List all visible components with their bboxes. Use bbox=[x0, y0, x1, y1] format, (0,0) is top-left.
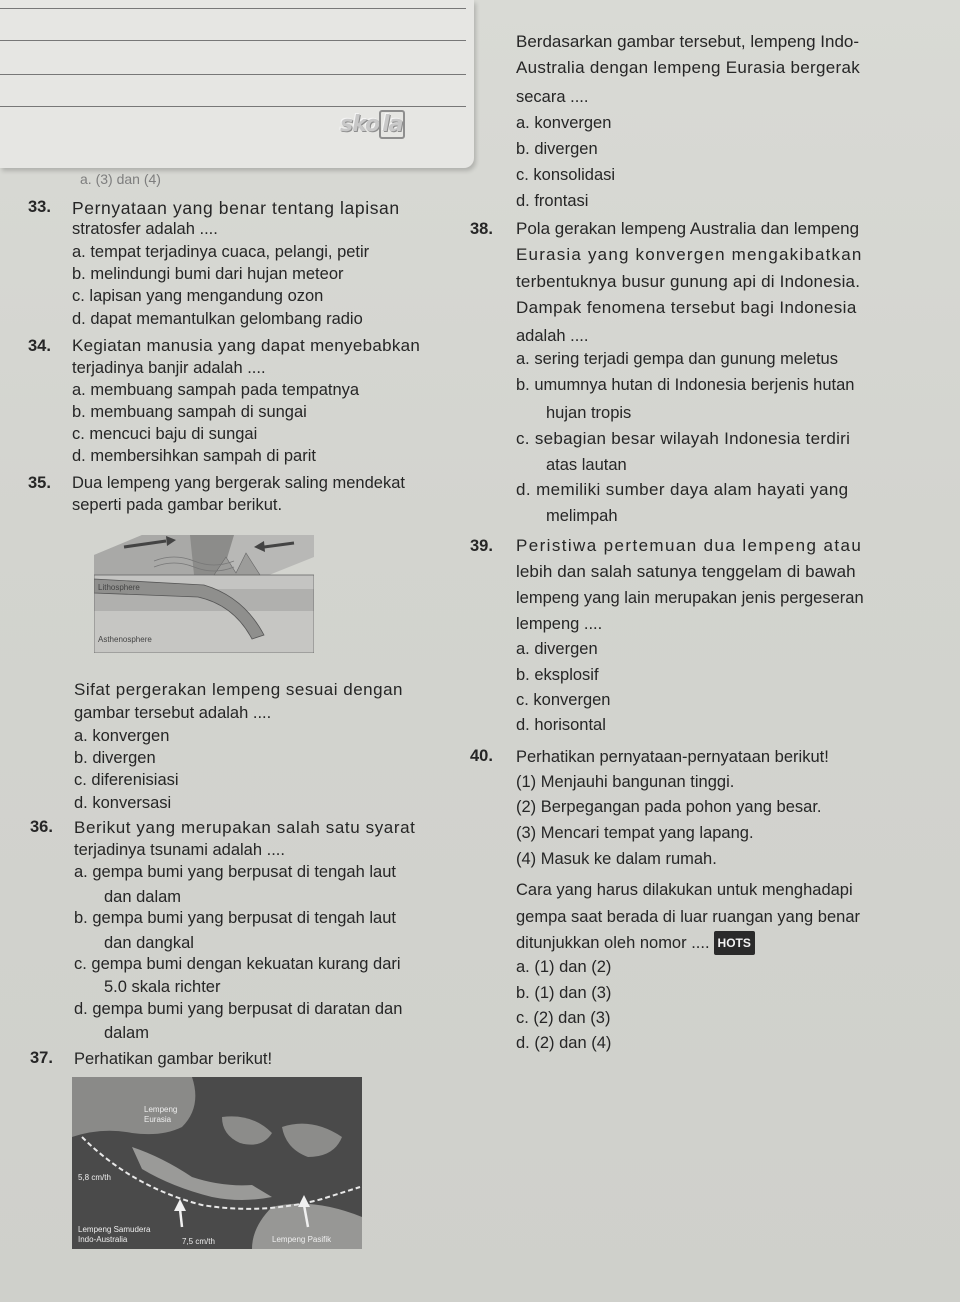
map-label-indo-australia: Lempeng Samudera Indo-Australia bbox=[78, 1225, 151, 1244]
q38-number: 38. bbox=[470, 220, 493, 238]
q39-stem-line3: lempeng yang lain merupakan jenis pergeseran bbox=[516, 589, 864, 607]
q39-number: 39. bbox=[470, 537, 493, 555]
faint-fragment: a. (3) dan (4) bbox=[80, 171, 161, 187]
q36-number: 36. bbox=[30, 818, 53, 836]
q33-option-a: a. tempat terjadinya cuaca, pelangi, petir bbox=[72, 243, 370, 261]
q38-option-a: a. sering terjadi gempa dan gunung meletus bbox=[516, 350, 838, 368]
q38-stem-line1: Pola gerakan lempeng Australia dan lempeng bbox=[516, 219, 860, 238]
q33-option-d: d. dapat memantulkan gelombang radio bbox=[72, 310, 363, 328]
hots-badge: HOTS bbox=[714, 931, 755, 955]
q40-number: 40. bbox=[470, 747, 493, 765]
q35-number: 35. bbox=[28, 474, 51, 492]
q36-option-b-line1: b. gempa bumi yang berpusat di tengah laut bbox=[74, 909, 396, 927]
q38-option-c-line2: atas lautan bbox=[546, 456, 627, 474]
q39-option-d: d. horisontal bbox=[516, 716, 606, 734]
q33-stem-line1: Pernyataan yang benar tentang lapisan bbox=[72, 198, 400, 218]
q35-option-b: b. divergen bbox=[74, 749, 156, 767]
q35-stem-line2: seperti pada gambar berikut. bbox=[72, 496, 283, 514]
q35-after-line1: Sifat pergerakan lempeng sesuai dengan bbox=[74, 680, 403, 699]
q38-option-c-line1: c. sebagian besar wilayah Indonesia terdiri bbox=[516, 429, 851, 448]
q40-statement-1: (1) Menjauhi bangunan tinggi. bbox=[516, 773, 735, 791]
q34-option-b: b. membuang sampah di sungai bbox=[72, 403, 307, 421]
q36-option-b-line2: dan dangkal bbox=[104, 934, 194, 952]
q36-option-d-line1: d. gempa bumi yang berpusat di daratan dan bbox=[74, 1000, 403, 1018]
q37-cont-line1: Berdasarkan gambar tersebut, lempeng Indo- bbox=[516, 32, 860, 51]
q40-question-line1: Cara yang harus dilakukan untuk menghadapi bbox=[516, 881, 853, 899]
q36-option-a-line2: dan dalam bbox=[104, 888, 182, 906]
q35-option-c: c. diferenisiasi bbox=[74, 771, 179, 789]
q37-option-c: c. konsolidasi bbox=[516, 166, 616, 184]
q33-number: 33. bbox=[28, 198, 51, 216]
q40-option-c: c. (2) dan (3) bbox=[516, 1009, 611, 1027]
q34-option-a: a. membuang sampah pada tempatnya bbox=[72, 381, 360, 399]
q36-option-d-line2: dalam bbox=[104, 1024, 149, 1042]
skola-logo: sko la bbox=[340, 112, 405, 137]
q38-stem-line3: terbentuknya busur gunung api di Indonesia. bbox=[516, 272, 861, 291]
q40-stem-line1: Perhatikan pernyataan-pernyataan berikut! bbox=[516, 748, 829, 766]
q36-stem-line1: Berikut yang merupakan salah satu syarat bbox=[74, 818, 416, 837]
q40-option-b: b. (1) dan (3) bbox=[516, 984, 612, 1002]
q34-stem-line2: terjadinya banjir adalah .... bbox=[72, 359, 266, 377]
q39-option-c: c. konvergen bbox=[516, 691, 611, 709]
q37-option-a: a. konvergen bbox=[516, 114, 612, 132]
q37-cont-line2: Australia dengan lempeng Eurasia bergerak bbox=[516, 58, 861, 77]
q37-option-d: d. frontasi bbox=[516, 192, 589, 210]
q40-statement-3: (3) Mencari tempat yang lapang. bbox=[516, 824, 754, 842]
q36-option-c-line2: 5.0 skala richter bbox=[104, 978, 221, 996]
q37-number: 37. bbox=[30, 1049, 53, 1067]
q37-cont-line3: secara .... bbox=[516, 88, 589, 106]
map-label-rate-2: 7,5 cm/th bbox=[182, 1237, 215, 1246]
q40-option-a: a. (1) dan (2) bbox=[516, 958, 612, 976]
q40-question-line2: gempa saat berada di luar ruangan yang benar bbox=[516, 908, 860, 926]
q37-stem-line1: Perhatikan gambar berikut! bbox=[74, 1050, 273, 1068]
q33-option-b: b. melindungi bumi dari hujan meteor bbox=[72, 265, 344, 283]
map-label-eurasia: Lempeng Eurasia bbox=[144, 1105, 178, 1124]
map-label-pacific: Lempeng Pasifik bbox=[272, 1235, 332, 1244]
q38-stem-line5: adalah .... bbox=[516, 327, 589, 345]
q33-stem-line2: stratosfer adalah .... bbox=[72, 220, 218, 238]
ruled-line bbox=[0, 40, 466, 41]
plate-map-svg bbox=[72, 1077, 362, 1249]
torn-paper-overlay bbox=[0, 0, 474, 168]
q34-option-c: c. mencuci baju di sungai bbox=[72, 425, 258, 443]
q33-option-c: c. lapisan yang mengandung ozon bbox=[72, 287, 324, 305]
q38-stem-line4: Dampak fenomena tersebut bagi Indonesia bbox=[516, 298, 857, 317]
plate-convergence-diagram bbox=[94, 535, 314, 653]
q35-stem-line1: Dua lempeng yang bergerak saling mendekat bbox=[72, 474, 405, 492]
ruled-line bbox=[0, 8, 466, 9]
q39-stem-line4: lempeng .... bbox=[516, 615, 603, 633]
lithosphere-label: Lithosphere bbox=[98, 583, 140, 592]
q40-question-line3-text: ditunjukkan oleh nomor .... bbox=[516, 934, 710, 952]
q36-option-c-line1: c. gempa bumi dengan kekuatan kurang dari bbox=[74, 955, 401, 973]
q40-statement-4: (4) Masuk ke dalam rumah. bbox=[516, 850, 717, 868]
asthenosphere-label: Asthenosphere bbox=[98, 635, 152, 644]
plate-map-figure bbox=[72, 1077, 362, 1249]
q35-option-a: a. konvergen bbox=[74, 727, 170, 745]
q34-stem-line1: Kegiatan manusia yang dapat menyebabkan bbox=[72, 336, 421, 355]
q38-stem-line2: Eurasia yang konvergen mengakibatkan bbox=[516, 245, 863, 264]
q40-question-line3 bbox=[516, 931, 755, 955]
q35-after-line2: gambar tersebut adalah .... bbox=[74, 704, 272, 722]
q34-number: 34. bbox=[28, 337, 51, 355]
ruled-line bbox=[0, 106, 466, 107]
q40-option-d: d. (2) dan (4) bbox=[516, 1034, 612, 1052]
q38-option-b-line2: hujan tropis bbox=[546, 404, 632, 422]
q39-stem-line1: Peristiwa pertemuan dua lempeng atau bbox=[516, 536, 863, 555]
q39-option-b: b. eksplosif bbox=[516, 666, 599, 684]
q38-option-b-line1: b. umumnya hutan di Indonesia berjenis hutan bbox=[516, 376, 855, 394]
q37-option-b: b. divergen bbox=[516, 140, 598, 158]
q36-option-a-line1: a. gempa bumi yang berpusat di tengah laut bbox=[74, 863, 396, 881]
q39-option-a: a. divergen bbox=[516, 640, 598, 658]
q38-option-d-line2: melimpah bbox=[546, 507, 618, 525]
q34-option-d: d. membersihkan sampah di parit bbox=[72, 447, 316, 465]
q35-option-d: d. konversasi bbox=[74, 794, 172, 812]
q36-stem-line2: terjadinya tsunami adalah .... bbox=[74, 841, 285, 859]
map-label-rate-1: 5,8 cm/th bbox=[78, 1173, 111, 1182]
q39-stem-line2: lebih dan salah satunya tenggelam di bawah bbox=[516, 562, 856, 581]
ruled-line bbox=[0, 74, 466, 75]
q40-statement-2: (2) Berpegangan pada pohon yang besar. bbox=[516, 798, 822, 816]
q38-option-d-line1: d. memiliki sumber daya alam hayati yang bbox=[516, 480, 849, 499]
